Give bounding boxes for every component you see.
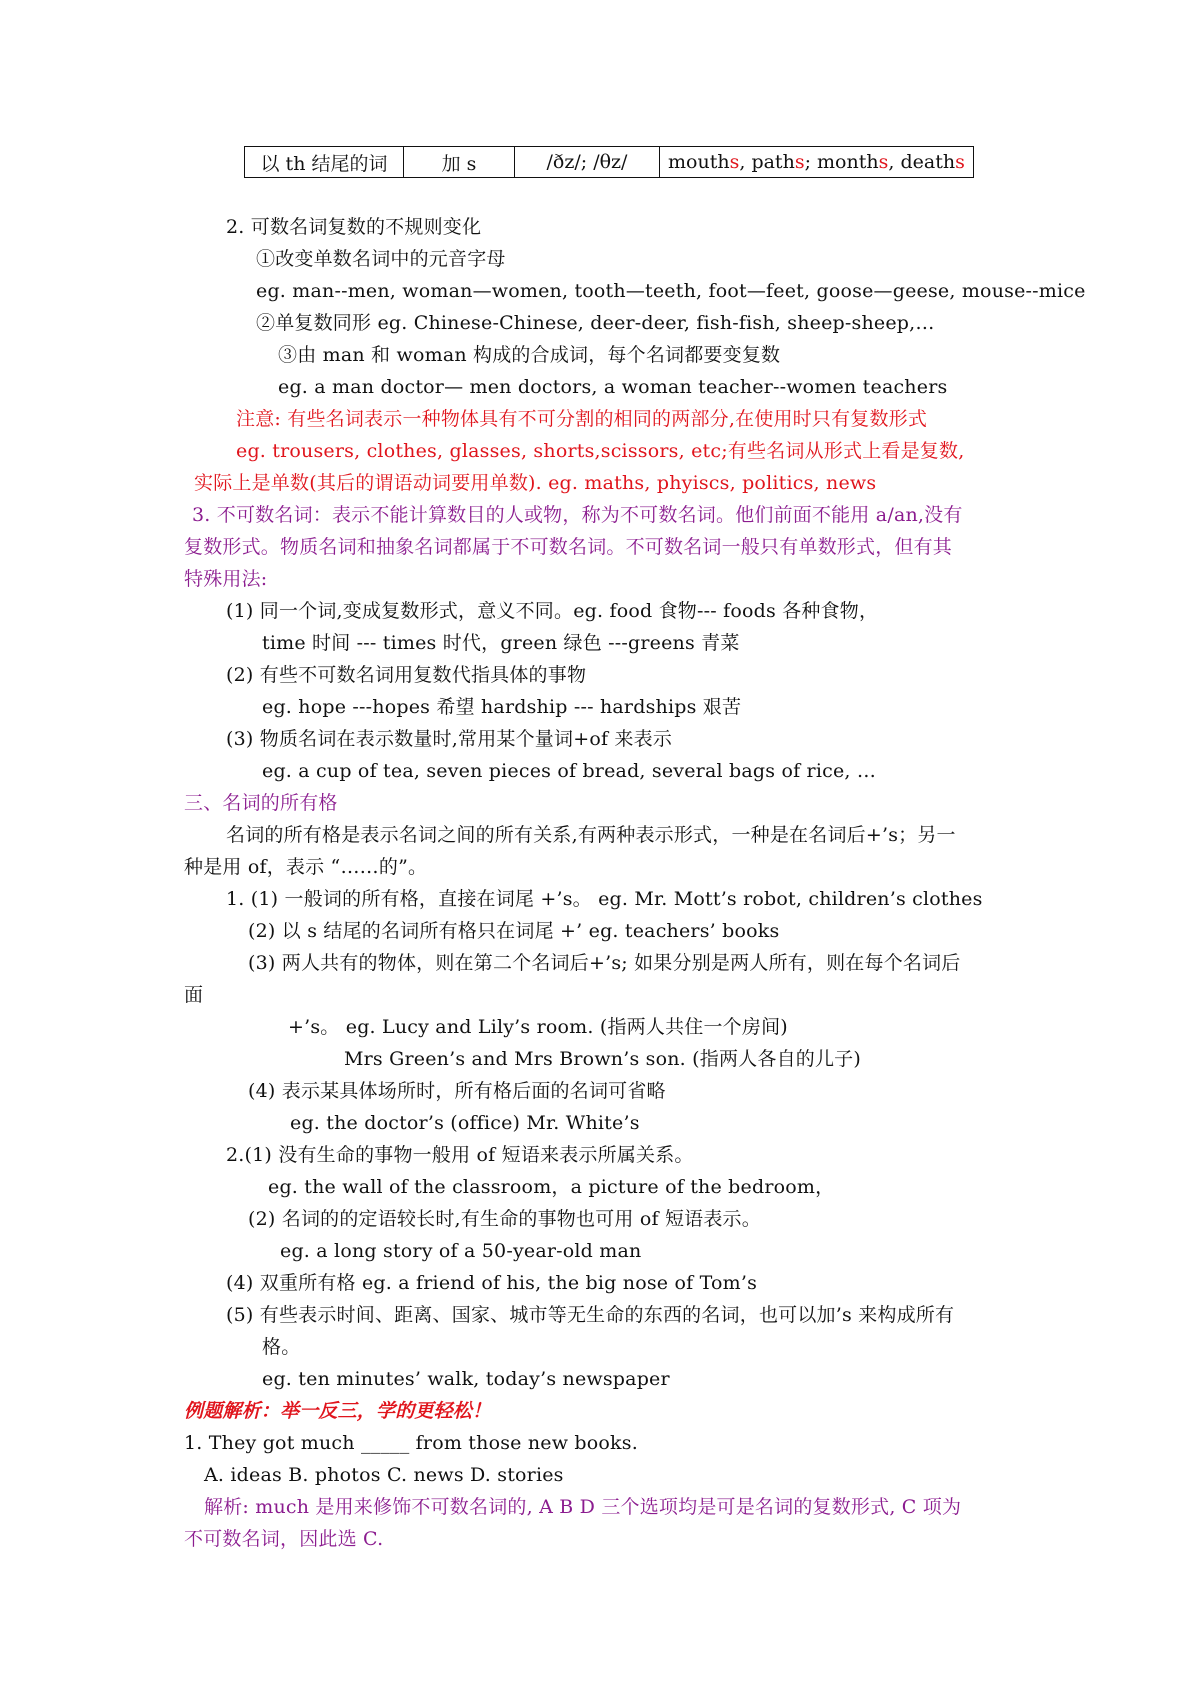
example-line: Mrs Green’s and Mrs Brown’s son. (指两人各自的儿子) <box>344 1048 861 1070</box>
rule-line: (4) 表示某具体场所时，所有格后面的名词可省略 <box>248 1080 666 1102</box>
word-type-cell: 以 th 结尾的词 <box>245 147 404 178</box>
note-line: eg. trousers, clothes, glasses, shorts,scissors, etc;有些名词从形式上看是复数, <box>236 440 965 462</box>
rule-line: ②单复数同形 eg. Chinese-Chinese, deer-deer, fish-fish, sheep-sheep,… <box>256 312 935 334</box>
note-line: 实际上是单数(其后的谓语动词要用单数). eg. maths, phyiscs, politics, news <box>194 472 877 494</box>
plural-rule-table <box>244 146 974 178</box>
rule-line: ③由 man 和 woman 构成的合成词，每个名词都要变复数 <box>278 344 781 366</box>
rule-line: 2.(1) 没有生命的事物一般用 of 短语来表示所属关系。 <box>226 1144 694 1166</box>
paragraph-line: 种是用 of，表示 “……的”。 <box>184 856 428 878</box>
rule-line: 格。 <box>262 1336 301 1358</box>
question-line: 1. They got much _____ from those new books. <box>184 1432 638 1454</box>
example-line: eg. the doctor’s (office) Mr. White’s <box>290 1112 640 1134</box>
example-line: eg. the wall of the classroom，a picture of the bedroom， <box>268 1176 835 1198</box>
rule-line: (3) 物质名词在表示数量时,常用某个量词+of 来表示 <box>226 728 673 750</box>
example-line: eg. man--men, woman—women, tooth—teeth, foot—feet, goose—geese, mouse--mice <box>256 280 1086 302</box>
section-paragraph: 3. 不可数名词：表示不能计算数目的人或物，称为不可数名词。他们前面不能用 a/an,没有 <box>192 504 963 526</box>
section-title: 三、名词的所有格 <box>184 792 338 814</box>
example-line: eg. a man doctor— men doctors, a woman teacher--women teachers <box>278 376 948 398</box>
rule-line: (5) 有些表示时间、距离、国家、城市等无生命的东西的名词，也可以加’s 来构成所有 <box>226 1304 955 1326</box>
example-line: eg. ten minutes’ walk, today’s newspaper <box>262 1368 670 1390</box>
example-line: time 时间 --- times 时代，green 绿色 ---greens 青菜 <box>262 632 740 654</box>
example-section-heading: 例题解析：举一反三，学的更轻松！ <box>184 1400 492 1422</box>
pronunciation-cell: /ðz/; /θz/ <box>515 147 660 178</box>
paragraph-line: 名词的所有格是表示名词之间的所有关系,有两种表示形式，一种是在名词后+’s；另一 <box>226 824 956 846</box>
section-paragraph: 复数形式。物质名词和抽象名词都属于不可数名词。不可数名词一般只有单数形式，但有其 <box>184 536 953 558</box>
note-line: 注意: 有些名词表示一种物体具有不可分割的相同的两部分,在使用时只有复数形式 <box>236 408 928 430</box>
example-line: +’s。 eg. Lucy and Lily’s room. (指两人共住一个房间) <box>288 1016 788 1038</box>
question-options: A. ideas B. photos C. news D. stories <box>204 1464 564 1486</box>
examples-cell: mouths, paths; months, deaths <box>660 147 974 178</box>
rule-line: ①改变单数名词中的元音字母 <box>256 248 506 270</box>
rule-line: (4) 双重所有格 eg. a friend of his, the big nose of Tom’s <box>226 1272 758 1294</box>
section-heading: 2. 可数名词复数的不规则变化 <box>226 216 482 238</box>
example-line: eg. hope ---hopes 希望 hardship --- hardships 艰苦 <box>262 696 742 718</box>
table-row <box>245 147 974 178</box>
rule-line: 1. (1) 一般词的所有格，直接在词尾 +’s。 eg. Mr. Mott’s robot, children’s clothes <box>226 888 983 910</box>
example-line: eg. a long story of a 50-year-old man <box>280 1240 642 1262</box>
answer-explanation: 解析: much 是用来修饰不可数名词的, A B D 三个选项均是可是名词的复数形式, C 项为 <box>204 1496 962 1518</box>
example-line: eg. a cup of tea, seven pieces of bread, several bags of rice, … <box>262 760 877 782</box>
rule-line: 面 <box>184 984 204 1006</box>
rule-cell: 加 s <box>404 147 515 178</box>
rule-line: (1) 同一个词,变成复数形式，意义不同。eg. food 食物--- foods 各种食物， <box>226 600 879 622</box>
section-paragraph: 特殊用法: <box>184 568 268 590</box>
rule-line: (2) 名词的的定语较长时,有生命的事物也可用 of 短语表示。 <box>248 1208 761 1230</box>
rule-line: (2) 有些不可数名词用复数代指具体的事物 <box>226 664 587 686</box>
answer-explanation: 不可数名词，因此选 C. <box>184 1528 384 1550</box>
rule-line: (3) 两人共有的物体，则在第二个名词后+’s; 如果分别是两人所有，则在每个名词后 <box>248 952 961 974</box>
rule-line: (2) 以 s 结尾的名词所有格只在词尾 +’ eg. teachers’ books <box>248 920 780 942</box>
